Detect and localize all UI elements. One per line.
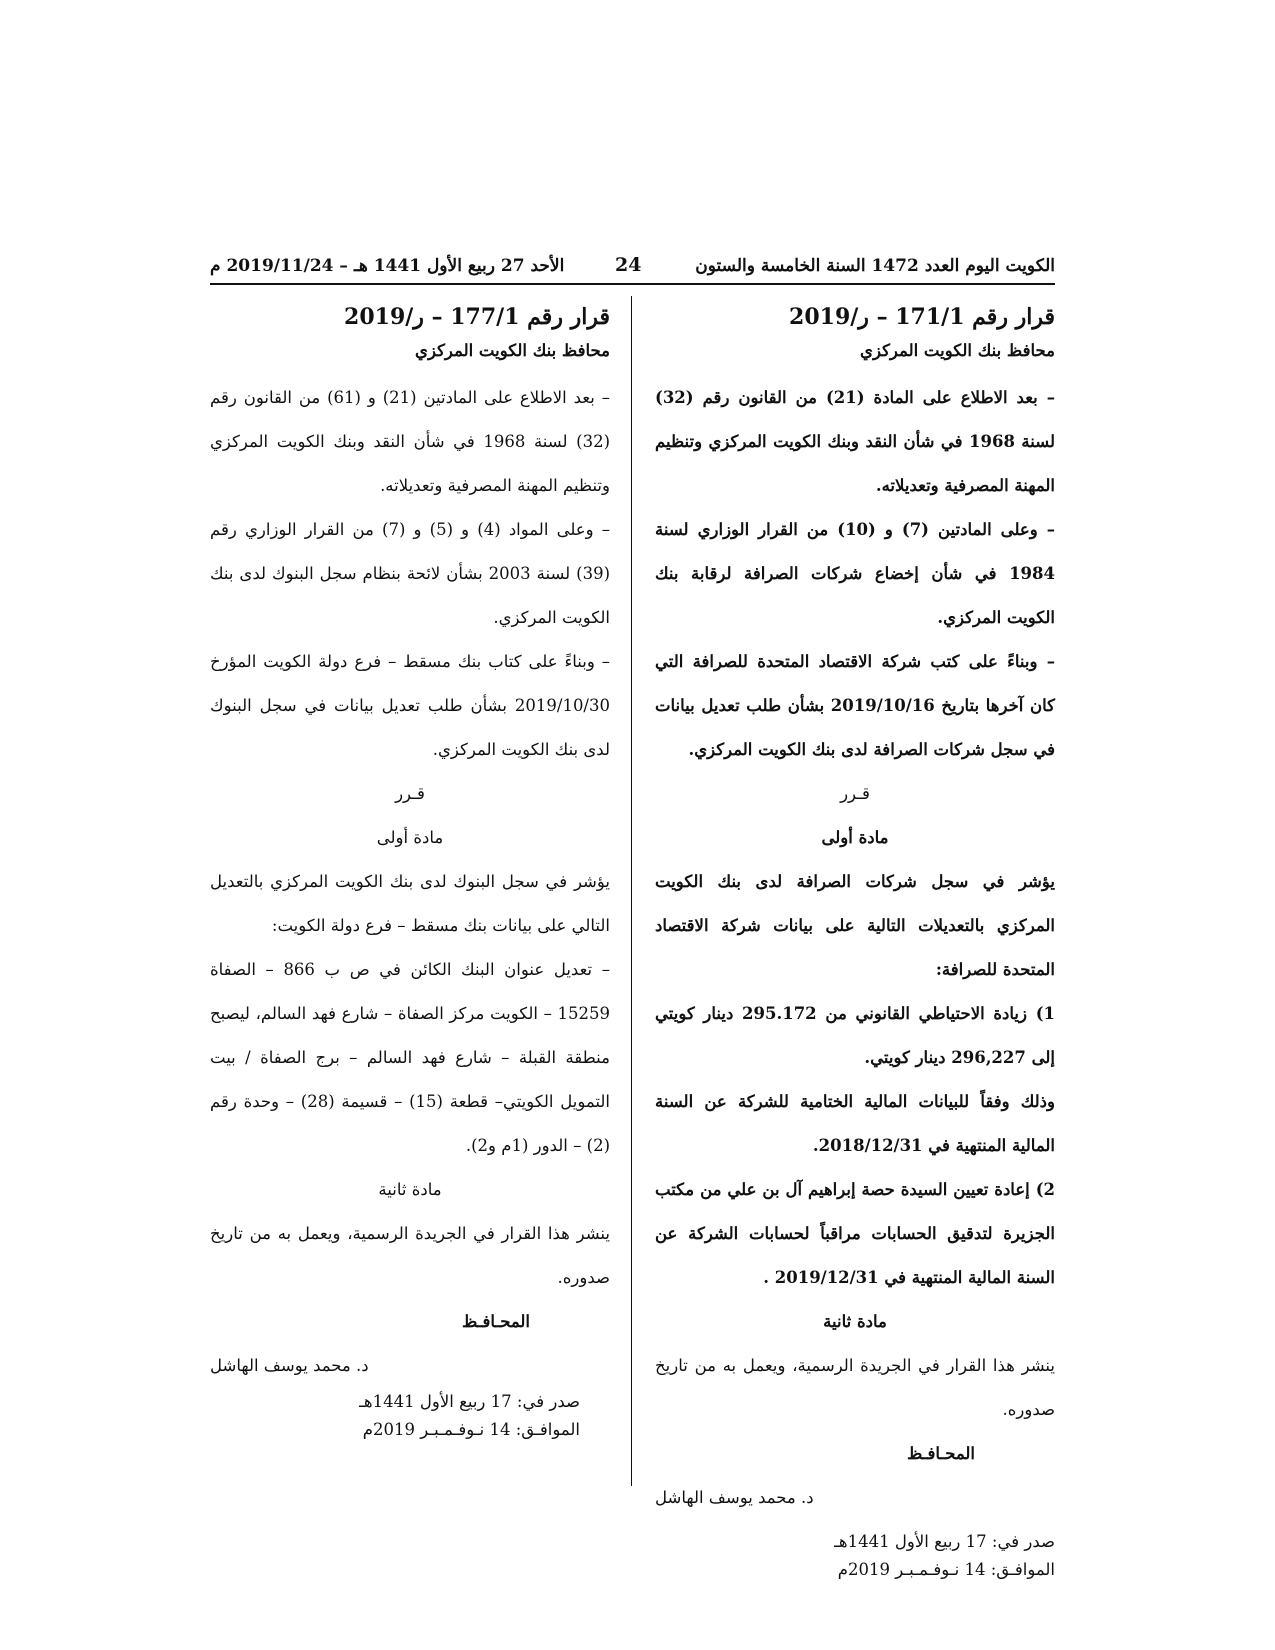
governor-label: المحـافـظ — [461, 1312, 530, 1331]
issuer: محافظ بنك الكويت المركزي — [860, 341, 1055, 360]
preamble-paragraph: – وعلى المادتين (7) و (10) من القرار الوزاري لسنة 1984 في شأن إخضاع شركات الصرافة لرقابة بنك الكويت المركزي. — [655, 520, 1055, 627]
preamble-paragraph: – بعد الاطلاع على المادة (21) من القانون رقم (32) لسنة 1968 في شأن النقد وبنك الكويت المركزي وتنظيم المهنة المصرفية وتعديلاته. — [655, 388, 1056, 495]
column-divider — [631, 296, 632, 1486]
article-heading: مادة ثانية — [823, 1312, 887, 1331]
corresponding-date: الموافـق: 14 نـوفـمـبـر 2019م — [837, 1560, 1055, 1579]
issued-date: صدر في: 17 ربيع الأول 1441هـ — [359, 1392, 580, 1411]
article-item: – تعديل عنوان البنك الكائن في ص ب 866 – الصفاة 15259 – الكويت مركز الصفاة – شارع فهد السالم، ليصبح منطقة القبلة – شارع فهد السالم – برج الصفاة / بيت التمويل الكويتي– قطعة (15) – قسيمة (28) – وحدة رقم (2) – الدور (1م و2). — [210, 960, 610, 1155]
article-note: وذلك وفقاً للبيانات المالية الختامية للشركة عن السنة المالية المنتهية في 2018/12/31. — [655, 1092, 1055, 1155]
preamble-paragraph: – وعلى المواد (4) و (5) و (7) من القرار الوزاري رقم (39) لسنة 2003 بشأن لائحة بنظام سجل البنوك لدى بنك الكويت المركزي. — [210, 520, 611, 627]
decided-heading: قـرر — [395, 784, 425, 803]
preamble-paragraph: – وبناءً على كتاب بنك مسقط – فرع دولة الكويت المؤرخ 2019/10/30 بشأن طلب تعديل بيانات في سجل البنوك لدى بنك الكويت المركزي. — [210, 652, 610, 759]
article-item: 2) إعادة تعيين السيدة حصة إبراهيم آل بن علي من مكتب الجزيرة لتدقيق الحسابات مراقباً لحسابات الشركة عن السنة المالية المنتهية في 2019/12/31 . — [655, 1180, 1055, 1287]
page-header — [210, 254, 1055, 280]
article-heading: مادة أولى — [821, 828, 889, 847]
header-date: الأحد 27 ربيع الأول 1441 هـ – 2019/11/24 م — [210, 256, 565, 276]
decision-177-column — [210, 298, 610, 1444]
preamble-paragraph: – بعد الاطلاع على المادتين (21) و (61) من القانون رقم (32) لسنة 1968 في شأن النقد وبنك الكويت المركزي وتنظيم المهنة المصرفية وتعديلاته. — [210, 388, 611, 495]
header-rule — [210, 283, 1055, 285]
article-text: يؤشر في سجل شركات الصرافة لدى بنك الكويت المركزي بالتعديلات التالية على بيانات شركة الاقتصاد المتحدة للصرافة: — [655, 872, 1055, 979]
preamble-paragraph: – وبناءً على كتب شركة الاقتصاد المتحدة للصرافة التي كان آخرها بتاريخ 2019/10/16 بشأن طلب تعديل بيانات في سجل شركات الصرافة لدى بنك الكويت المركزي. — [655, 652, 1055, 759]
corresponding-date: الموافـق: 14 نـوفـمـبـر 2019م — [362, 1420, 580, 1439]
decision-171-column — [655, 298, 1055, 1584]
article-heading: مادة أولى — [376, 828, 444, 847]
article-text: ينشر هذا القرار في الجريدة الرسمية، ويعمل به من تاريخ صدوره. — [655, 1356, 1055, 1419]
issued-date: صدر في: 17 ربيع الأول 1441هـ — [834, 1532, 1055, 1551]
article-item: 1) زيادة الاحتياطي القانوني من 295.172 دينار كويتي إلى 296,227 دينار كويتي. — [655, 1004, 1055, 1067]
issuer: محافظ بنك الكويت المركزي — [415, 341, 610, 360]
signatory-name: د. محمد يوسف الهاشل — [655, 1488, 814, 1507]
header-issue-info: الكويت اليوم العدد 1472 السنة الخامسة والستون — [695, 256, 1055, 276]
governor-label: المحـافـظ — [906, 1444, 975, 1463]
decided-heading: قـرر — [840, 784, 870, 803]
article-text: يؤشر في سجل البنوك لدى بنك الكويت المركزي بالتعديل التالي على بيانات بنك مسقط – فرع دولة الكويت: — [210, 872, 610, 935]
page-number: 24 — [615, 254, 642, 276]
article-text: ينشر هذا القرار في الجريدة الرسمية، ويعمل به من تاريخ صدوره. — [210, 1224, 610, 1287]
decision-title: قرار رقم 171/1 – ر/2019 — [789, 304, 1055, 330]
decision-title: قرار رقم 177/1 – ر/2019 — [344, 304, 610, 330]
article-heading: مادة ثانية — [378, 1180, 442, 1199]
signatory-name: د. محمد يوسف الهاشل — [210, 1356, 369, 1375]
